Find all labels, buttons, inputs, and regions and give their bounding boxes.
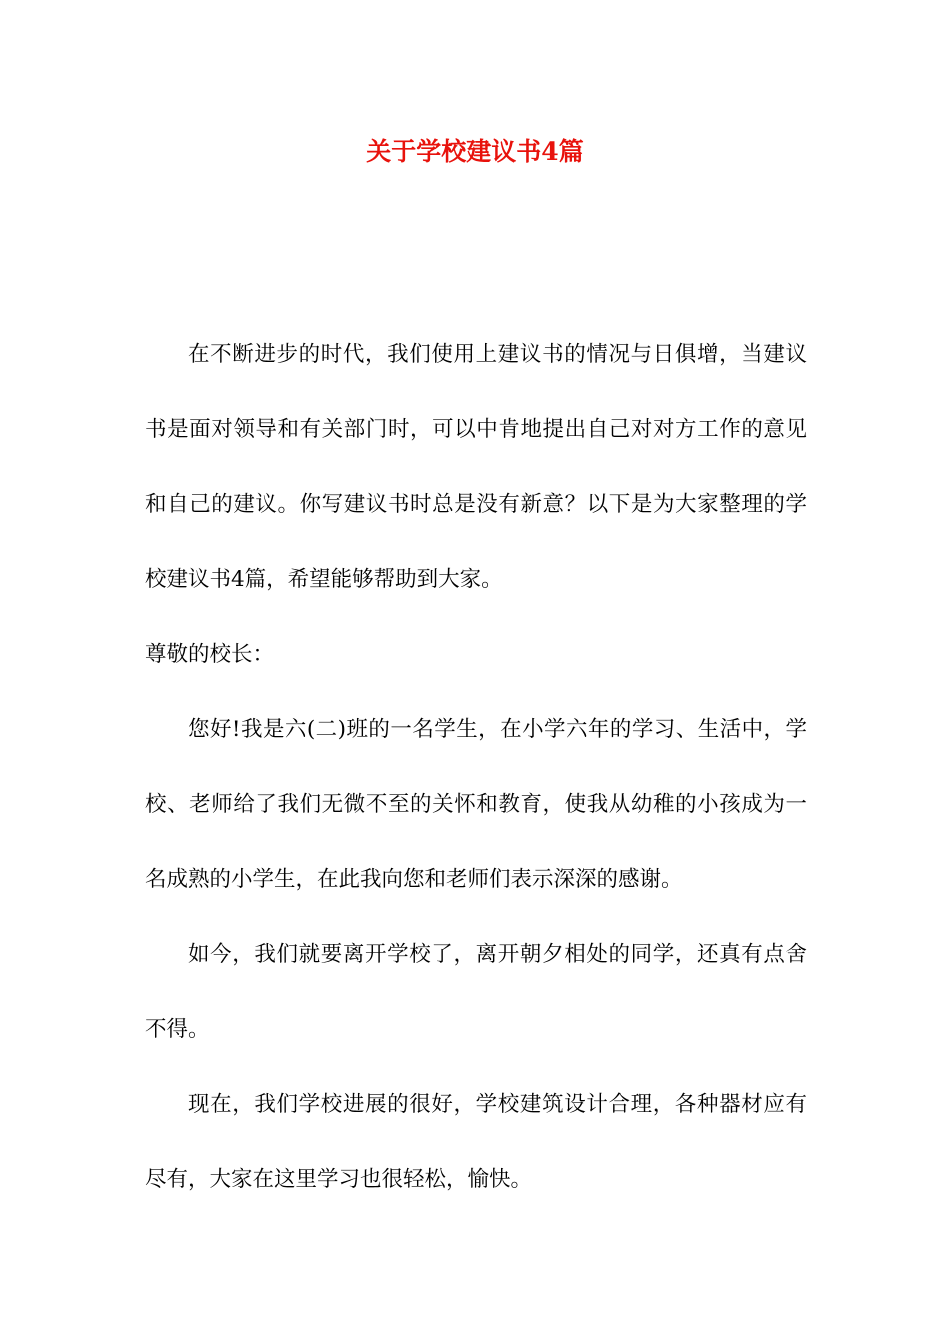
- paragraph-leaving: 如今，我们就要离开学校了，离开朝夕相处的同学，还真有点舍不得。: [145, 942, 807, 1042]
- document-body: [145, 317, 807, 1217]
- paragraph-current: 现在，我们学校进展的很好，学校建筑设计合理，各种器材应有尽有，大家在这里学习也很轻松，愉快。: [145, 1092, 807, 1192]
- paragraph-greeting: 您好!我是六(二)班的一名学生，在小学六年的学习、生活中，学校、老师给了我们无微不至的关怀和教育，使我从幼稚的小孩成为一名成熟的小学生，在此我向您和老师们表示深深的感谢。: [145, 717, 807, 892]
- paragraph-intro: 在不断进步的时代，我们使用上建议书的情况与日俱增，当建议书是面对领导和有关部门时，可以中肯地提出自己对对方工作的意见和自己的建议。你写建议书时总是没有新意？以下是为大家整理的学校建议书4篇，希望能够帮助到大家。: [145, 342, 807, 592]
- document-title: 关于学校建议书4篇: [366, 137, 584, 166]
- paragraph-salutation: 尊敬的校长：: [145, 642, 275, 667]
